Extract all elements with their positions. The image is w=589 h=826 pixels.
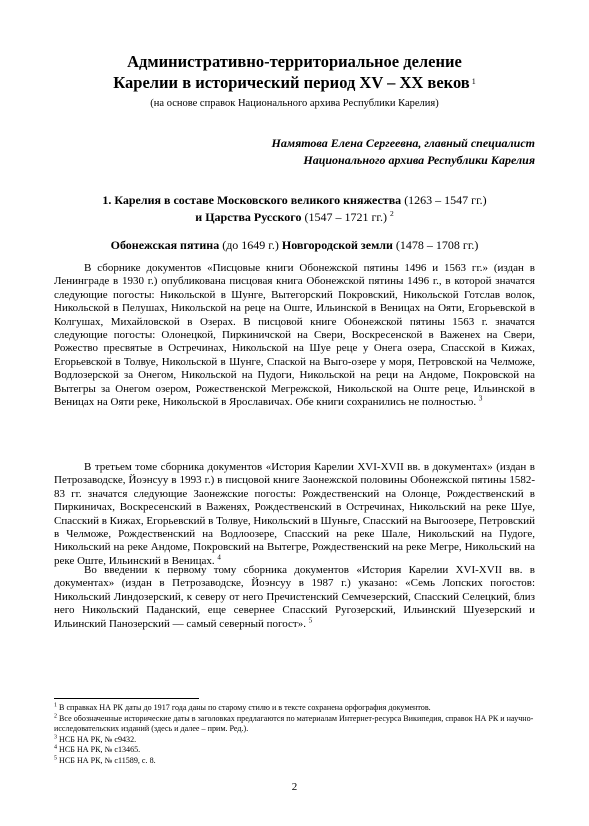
section-footnote-ref[interactable]: 2 bbox=[389, 209, 394, 218]
subsection-normal-2: (1478 – 1708 гг.) bbox=[395, 238, 479, 252]
footnote-number: 3 bbox=[54, 734, 57, 741]
document-title-line-1 bbox=[0, 51, 589, 72]
footnote-number: 2 bbox=[54, 712, 57, 719]
footnote-item bbox=[54, 735, 538, 746]
footnotes-block bbox=[54, 703, 538, 767]
paragraph-text: В третьем томе сборника документов «История Карелии XVI-XVII вв. в документах» (издан в Петрозаводске, Йоэнсуу в 1993 г.) в писцовой книге Заонежской половины Обонежской пятины 1582-83 гг. значатся следующие Заонежские погосты: Рождественский на Олонце, Рождественский в Пиркиничах, Воскресенский в Важенях, Рождественский в Остречинах, Никольский на реке Шуе, Спасский в Кижах, Егорьевский в Толвуе, Никольский в Шуньге, Спасский на Выгоозере, Петровский в Челможе, Рождественский на Водлоозере, Спасский на реке Шале, Никольский на Пудоге, Никольский на реке Андоме, Покровский на Вытегре, Рождественский на реке Мегре, Никольский на реке Оште, Ильинский в Веницах. bbox=[54, 461, 536, 567]
document-subtitle: (на основе справок Национального архива Республики Карелия) bbox=[150, 98, 439, 109]
subsection-normal-1: (до 1649 г.) bbox=[222, 238, 279, 252]
footnote-text: В справках НА РК даты до 1917 года даны по старому стилю и в тексте сохранена орфография документов. bbox=[59, 703, 431, 712]
footnote-text: НСБ НА РК, № с11589, с. 8. bbox=[59, 755, 156, 765]
subsection-bold-1: Обонежская пятина bbox=[110, 238, 220, 252]
section-heading-line-2 bbox=[0, 209, 589, 225]
footnote-text: НСБ НА РК, № с13465. bbox=[59, 745, 141, 755]
title-text-2: Карелии в исторический период XV – XX веков bbox=[113, 73, 470, 92]
section-heading-bold-2: и Царства Русского bbox=[195, 210, 302, 224]
section-heading-dates-2: (1547 – 1721 гг.) bbox=[304, 210, 387, 224]
footnote-item bbox=[54, 745, 538, 756]
body-paragraph bbox=[54, 461, 535, 568]
footnote-text: НСБ НА РК, № с9432. bbox=[59, 734, 137, 744]
paragraph-footnote-ref[interactable]: 4 bbox=[217, 553, 221, 562]
author-org-line: Национального архива Республики Карелия bbox=[303, 153, 535, 167]
paragraph-text: В сборнике документов «Писцовые книги Обонежской пятины 1496 и 1563 гг.» (издан в Ленинграде в 1930 г.) опубликована писцовая книга Обонежской пятины 1496 г., в которой значатся следующие погосты: Никольской в Шунге, Вытегорский Покровский, Никольской Готслав волок, Никольской в Пелушах, Никольской на реце на Оште, Ильинской в Веницах на Ояти, Егорьевской в Колгушах, Михайловской в Озерах. В писцовой книге Обонежской пятины 1563 г. значатся следующие погосты: Олонецкой, Пиркиничской на Свери, Воскресенской в Важенех на Свери, Рожество пресвятые в Остречинах, Никольской на Шуе реце у Онега озера, Спасской в Кижах, Егорьевской в Толвуе, Никольской в Шунге, Спаской на Выго-озере у моря, Петровской на Челможе, Водлозерской за Онегом, Никольской на Пудоги, Никольской на реци на Андоме, Покровской на Вытегры за Онегом озером, Рожественской Мегрежской, Никольской на Оште реце, Ильинской в Веницах на Ояти реке, Никольской в Ярославичах. Обе книги сохранились не полностью. bbox=[54, 262, 535, 409]
footnote-item bbox=[54, 756, 538, 767]
footnote-item bbox=[54, 714, 538, 735]
footnote-number: 5 bbox=[54, 755, 57, 762]
title-footnote-ref[interactable]: 1 bbox=[471, 77, 476, 86]
footnote-divider bbox=[54, 698, 199, 699]
document-title-line-2 bbox=[0, 72, 589, 93]
section-heading-dates-1: (1263 – 1547 гг.) bbox=[404, 193, 487, 207]
paragraph-footnote-ref[interactable]: 3 bbox=[478, 394, 483, 403]
section-heading-line-1 bbox=[0, 193, 589, 208]
footnote-number: 1 bbox=[54, 702, 57, 709]
footnote-item bbox=[54, 703, 538, 714]
subsection-heading bbox=[0, 238, 589, 253]
footnote-text: Все обозначенные исторические даты в заголовках предлагаются по материалам Интернет-ресурса Википедия, справок НА РК и научно-исследовательских изданий (здесь и далее – прим. Ред.). bbox=[54, 713, 534, 734]
subsection-bold-2: Новгородской земли bbox=[281, 238, 393, 252]
footnote-number: 4 bbox=[54, 744, 57, 751]
body-paragraph bbox=[54, 262, 535, 409]
paragraph-text: Во введении к первому тому сборника документов «История Карелии XVI-XVII вв. в документах» (издан в Петрозаводске, Йоэнсуу в 1987 г.) указано: «Семь Лопских погостов: Никольский Линдозерский, к северу от него Пречистенский Семчезерский, Спасский Селецкий, близ него Никольский Паданский, еще севернее Спасский Ругозерский, Ильинский Шуезерский и Ильинский Панозерский — самый северный погост». bbox=[54, 564, 535, 630]
title-text-1: Административно-территориальное деление bbox=[127, 52, 462, 71]
paragraph-footnote-ref[interactable]: 5 bbox=[308, 615, 313, 624]
author-name-line: Намятова Елена Сергеевна, главный специалист bbox=[271, 136, 535, 150]
author-block bbox=[272, 135, 535, 169]
page-number: 2 bbox=[291, 781, 298, 793]
section-heading-bold-1: 1. Карелия в составе Московского великого княжества bbox=[102, 193, 402, 207]
body-paragraph bbox=[54, 564, 535, 631]
